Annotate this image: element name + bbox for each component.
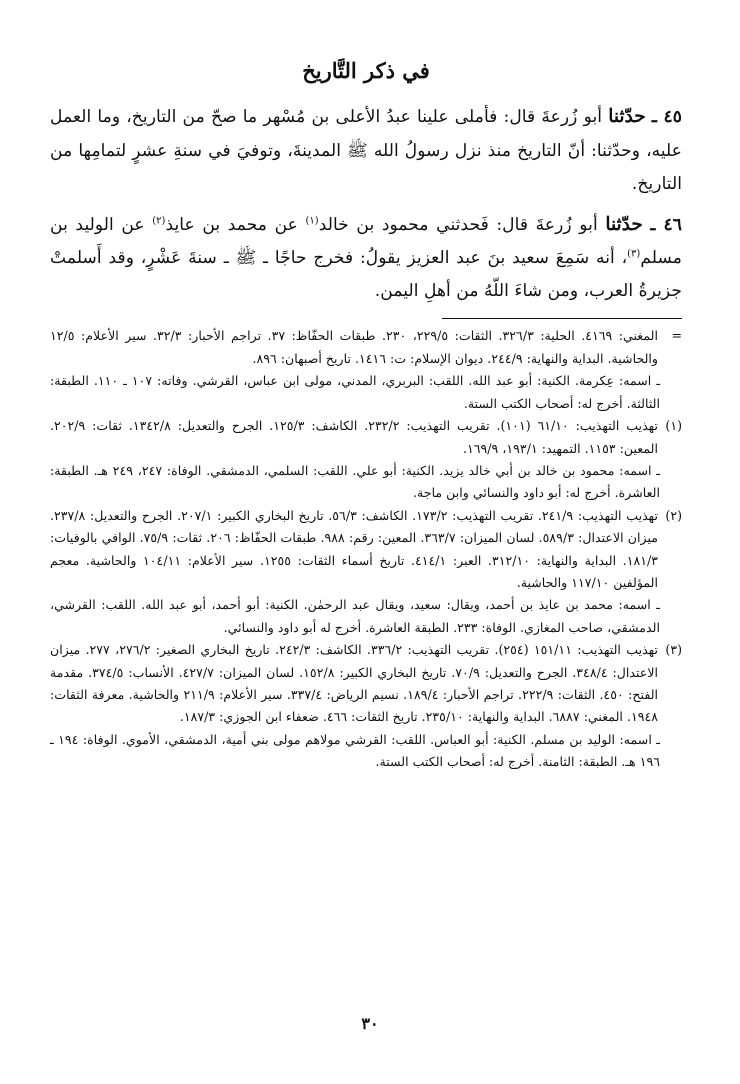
- hadith-keyword: حدّثنا: [608, 106, 646, 128]
- footnote-continuation: [50, 325, 682, 370]
- footnote-mark: (١): [665, 418, 682, 434]
- hadith-text-part: عن محمد بن عايذ: [165, 214, 306, 235]
- footnote-bio: ـ اسمه: الوليد بن مسلم. الكنية: أبو العباس. اللقب: القرشي مولاهم مولى بني أمية، الدمشقي، الأموي. الوفاة: ١٩٤ ـ ١٩٦ هـ. الطبقة: الثامنة. أخرج له: أصحاب الكتب الستة.: [50, 731, 660, 770]
- footnote-bio: ـ اسمه: محمود بن خالد بن أبي خالد يزيد. الكنية: أبو علي. اللقب: السلمي، الدمشقي. الوفاة: ٢٤٧، ٢٤٩ هـ. الطبقة: العاشرة. أخرج له: أبو داود والنسائي وابن ماجة.: [50, 462, 660, 501]
- hadith-text-part: ، أنه سَمِعَ سعيد بنَ عبد العزيز يقولُ: فخرج حاجًا ـ ﷺ ـ سنةَ عَشْرٍ، وقد أَسلمتْ جزيرةُ العرب، ومن شاءَ اللّهُ من أهلِ اليمن.: [50, 248, 682, 302]
- hadith-number: ٤٦ ـ: [650, 214, 683, 235]
- footnote-bio: ـ اسمه: محمد بن عايذ بن أحمد، ويقال: سعيد، ويقال عبد الرحمٰن. الكنية: أبو أحمد، أبو عبد الله. اللقب: القرشي، الدمشقي، صاحب المغازي. الوفاة: ٢٣٣. الطبقة العاشرة. أخرج له أبو داود والنسائي.: [50, 597, 660, 635]
- footnote-ref[interactable]: (٣): [627, 248, 641, 260]
- footnote-2: [50, 505, 682, 595]
- footnote-3: [50, 639, 682, 729]
- footnote-ref[interactable]: (١): [305, 215, 319, 227]
- footnote-text: تهذيب التهذيب: ٢٤١/٩. تقريب التهذيب: ١٧٣/٢. الكاشف: ٥٦/٣. تاريخ البخاري الكبير: ٢٠٧/١. الجرح والتعديل: ٢٣٧/٨. ميزان الاعتدال: ٥٨٩/٣. لسان الميزان: ٣٦٣/٧. المعين: رقم: ٩٨٨. طبقات الحفّاظ: ٢٠٦. ثقات: ٧٥/٩. الوافي بالوفيات: ١٨١/٣. البداية والنهاية: ٣١٢/١٠. العبر: ٤١٤/١. تاريخ أسماء الثقات: ١٢٥٥. سير الأعلام: ١٠٤/١١ والحاشية. معجم المؤلفين ١١٧/١٠ والحاشية.: [50, 507, 659, 590]
- book-page: [50, 56, 682, 1056]
- hadith-text: أبو زُرعةَ قال: فأملى علينا عبدُ الأعلى بن مُسْهر ما صحّ من التاريخ، وما العمل عليه، وحدّثنا: أنّ التاريخ منذ نزل رسولُ الله ﷺ المدينةَ، وتوفيَ في سنةِ عشرٍ لتمامِها من التاريخ.: [50, 107, 682, 194]
- footnote-bio: ـ اسمه: عِكرمة. الكنية: أبو عبد الله. اللقب: البربري، المدني، مولى ابن عباس، القرشي. وفاته: ١٠٧ ـ ١١٠. الطبقة: الثالثة. أخرج له: أصحاب الكتب الستة.: [50, 373, 661, 411]
- footnote-divider: [442, 318, 682, 319]
- hadith-text-part: عن الوليد بن مسلم: [50, 214, 682, 269]
- hadith-number: ٤٥ ـ: [651, 107, 683, 128]
- hadith-text-part: أبو زُرعةَ قال: فَحدثني محمود بن خالد: [318, 214, 598, 235]
- hadith-46: [50, 207, 682, 309]
- footnote-ref[interactable]: (٢): [152, 215, 166, 227]
- page-number: ٣٠: [361, 1014, 379, 1033]
- hadith-45: [50, 99, 682, 201]
- footnote-text: تهذيب التهذيب: ٦١/١٠ (١٠١). تقريب التهذيب: ٢٣٢/٢. الكاشف: ١٢٥/٣. الجرح والتعديل: ١٣٤٢/٨. ثقات: ٢٠٢/٩. المعين: ١١٥٣. التمهيد: ١٩٣/١، ١٦٩/٩.: [50, 418, 658, 456]
- hadith-keyword: حدّثنا: [605, 213, 643, 235]
- chapter-title: في ذكر التَّاريخ: [302, 58, 430, 83]
- footnotes: [50, 325, 682, 773]
- footnote-mark: =: [671, 328, 682, 344]
- footnote-mark: (٣): [665, 642, 682, 658]
- footnote-text: تهذيب التهذيب: ١٥١/١١ (٢٥٤). تقريب التهذيب: ٣٣٦/٢. الكاشف: ٢٤٢/٣. تاريخ البخاري الصغير: ٢٧٦/٢، ٢٧٧. ميزان الاعتدال: ٣٤٨/٤. الجرح والتعديل: ٧٠/٩. تاريخ البخاري الكبير: ١٥٢/٨. لسان الميزان: ٤٢٧/٧. الأنساب: ٣٧٤/٥. مقدمة الفتح: ٤٥٠. الثقات: ٢٢٢/٩. تراجم الأحبار: ١٨٩/٤. نسيم الرياض: ٣٣٧/٤. سير الأعلام: ٢١١/٩ والحاشية. معرفة الثقات: ١٩٤٨. المغني: ٦٨٨٧. البداية والنهاية: ٢٣٥/١٠. تاريخ الثقات: ٤٦٦. ضعفاء ابن الجوزي: ١٨٧/٣.: [50, 642, 659, 725]
- footnote-mark: (٢): [665, 507, 682, 523]
- footnote-1: [50, 415, 682, 460]
- footnote-text: المغني: ٤١٦٩. الحلية: ٣٢٦/٣. الثقات: ٢٢٩/٥، ٢٣٠. طبقات الحفّاظ: ٣٧. تراجم الأحبار: ٣٢/٣. سير الأعلام: ١٢/٥ والحاشية. البداية والنهاية: ٢٤٤/٩. ديوان الإسلام: ت: ١٤١٦. تاريخ أصبهان: ٨٩٦.: [50, 328, 659, 366]
